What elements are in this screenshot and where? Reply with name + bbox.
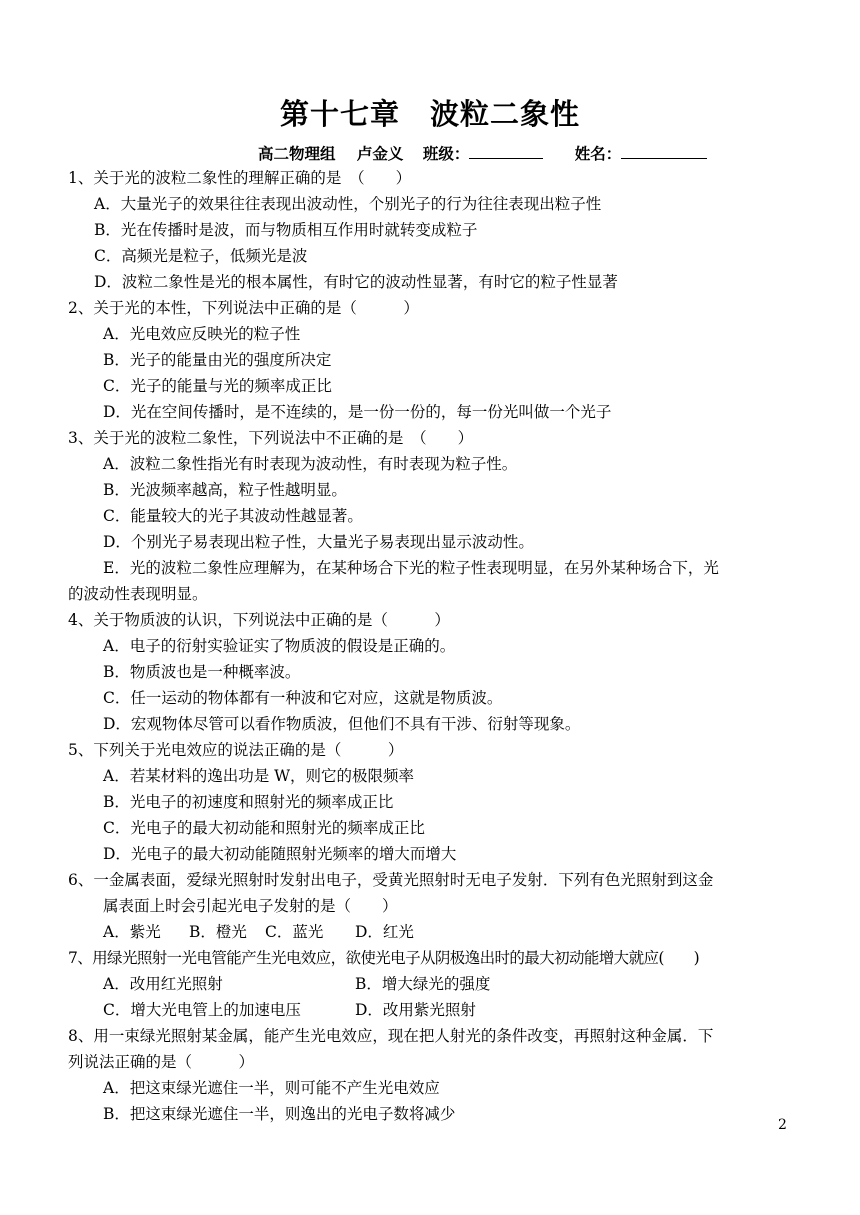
question-8-stem-continued: 列说法正确的是（ ） <box>68 1053 255 1071</box>
question-5-option-a: A．若某材料的逸出功是 W，则它的极限频率 <box>103 767 415 785</box>
name-label: 姓名： <box>574 145 622 163</box>
question-1-option-c: C．高频光是粒子，低频光是波 <box>94 247 308 265</box>
chapter-title: 第十七章 波粒二象性 <box>279 97 580 131</box>
question-4-option-b: B．物质波也是一种概率波。 <box>103 663 301 681</box>
question-7-stem: 7、用绿光照射一光电管能产生光电效应，欲使光电子从阴极逸出时的最大初动能增大就应( ) <box>68 949 700 967</box>
page-number: 2 <box>778 1117 787 1133</box>
question-6-option-d: D．红光 <box>355 923 414 941</box>
question-3-option-d: D．个别光子易表现出粒子性，大量光子易表现出显示波动性。 <box>103 533 534 551</box>
question-7-options-row-1 <box>68 971 792 997</box>
question-2-option-a: A．光电效应反映光的粒子性 <box>103 325 301 343</box>
question-3-stem: 3、关于光的波粒二象性，下列说法中不正确的是 （ ） <box>68 429 474 447</box>
question-6-option-b: B．橙光 <box>189 923 247 941</box>
question-4-stem: 4、关于物质波的认识，下列说法中正确的是（ ） <box>68 611 450 629</box>
question-5-option-c: C．光电子的最大初动能和照射光的频率成正比 <box>103 819 425 837</box>
question-5-option-b: B．光电子的初速度和照射光的频率成正比 <box>103 793 394 811</box>
question-3-option-c: C．能量较大的光子其波动性越显著。 <box>103 507 363 525</box>
question-6-stem: 6、一金属表面，爱绿光照射时发射出电子，受黄光照射时无电子发射．下列有色光照射到这金 <box>68 871 714 889</box>
question-1-option-b: B．光在传播时是波，而与物质相互作用时就转变成粒子 <box>94 221 478 239</box>
question-7-option-c: C．增大光电管上的加速电压 <box>103 1001 301 1019</box>
question-6-option-c: C．蓝光 <box>265 923 324 941</box>
author-line <box>258 142 778 164</box>
group-name: 高二物理组 <box>258 145 336 163</box>
question-7-option-b: B．增大绿光的强度 <box>355 975 491 993</box>
question-5-option-d: D．光电子的最大初动能随照射光频率的增大而增大 <box>103 845 457 863</box>
question-1-stem: 1、关于光的波粒二象性的理解正确的是 （ ） <box>68 169 412 187</box>
class-blank[interactable] <box>469 144 543 159</box>
question-2-option-d: D．光在空间传播时，是不连续的，是一份一份的，每一份光叫做一个光子 <box>103 403 612 421</box>
question-3-option-b: B．光波频率越高，粒子性越明显。 <box>103 481 347 499</box>
question-6-options <box>68 919 792 945</box>
question-2-option-b: B．光子的能量由光的强度所决定 <box>103 351 332 369</box>
question-2-stem: 2、关于光的本性，下列说法中正确的是（ ） <box>68 299 419 317</box>
question-6-stem-continued: 属表面上时会引起光电子发射的是（ ） <box>103 897 398 915</box>
question-7-option-a: A．改用红光照射 <box>103 975 223 993</box>
question-4-option-a: A．电子的衍射实验证实了物质波的假设是正确的。 <box>103 637 456 655</box>
question-list <box>68 165 792 1127</box>
question-5-stem: 5、下列关于光电效应的说法正确的是（ ） <box>68 741 404 759</box>
question-7-option-d: D．改用紫光照射 <box>355 1001 476 1019</box>
question-8-option-b: B．把这束绿光遮住一半，则逸出的光电子数将减少 <box>103 1105 456 1123</box>
question-8-stem: 8、用一束绿光照射某金属，能产生光电效应，现在把人射光的条件改变，再照射这种金属．下 <box>68 1027 714 1045</box>
question-4-option-c: C．任一运动的物体都有一种波和它对应，这就是物质波。 <box>103 689 503 707</box>
question-7-options-row-2 <box>68 997 792 1023</box>
question-1-option-a: A．大量光子的效果往往表现出波动性，个别光子的行为往往表现出粒子性 <box>94 195 602 213</box>
name-blank[interactable] <box>621 144 707 159</box>
question-1-option-d: D．波粒二象性是光的根本属性，有时它的波动性显著，有时它的粒子性显著 <box>94 273 618 291</box>
author-name: 卢金义 <box>356 145 404 163</box>
question-2-option-c: C．光子的能量与光的频率成正比 <box>103 377 332 395</box>
question-3-option-e-continued: 的波动性表现明显。 <box>68 585 208 603</box>
question-6-option-a: A．紫光 <box>103 923 161 941</box>
class-label: 班级： <box>422 145 470 163</box>
question-3-option-a: A．波粒二象性指光有时表现为波动性，有时表现为粒子性。 <box>103 455 518 473</box>
question-4-option-d: D．宏观物体尽管可以看作物质波，但他们不具有干涉、衍射等现象。 <box>103 715 581 733</box>
question-3-option-e: E．光的波粒二象性应理解为，在某种场合下光的粒子性表现明显，在另外某种场合下，光 <box>103 559 719 577</box>
question-8-option-a: A．把这束绿光遮住一半，则可能不产生光电效应 <box>103 1079 440 1097</box>
